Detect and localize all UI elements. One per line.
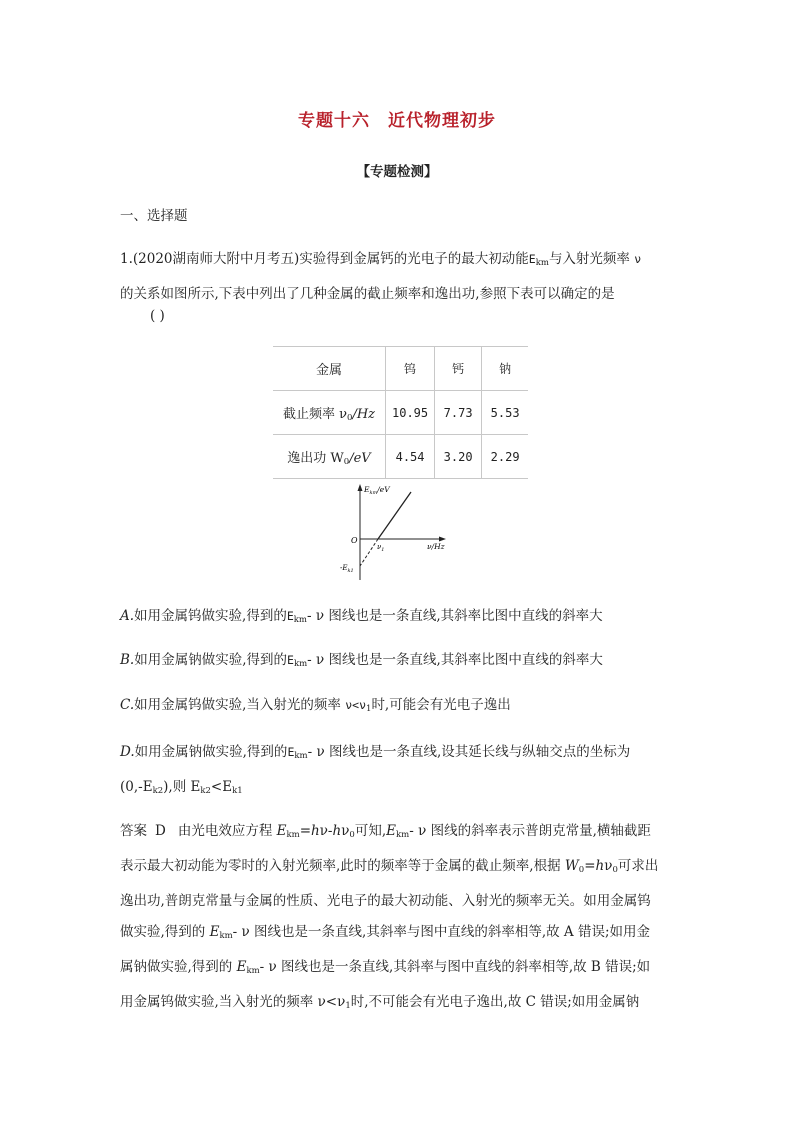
- answer-blank: ( ): [150, 308, 165, 324]
- table-cell: 4.54: [386, 435, 435, 479]
- option-c: C.如用金属钨做实验,当入射光的频率 $\nu<\nu_1$时,可能会有光电子逸出: [120, 697, 511, 714]
- table-cell: 7.73: [435, 391, 482, 435]
- nu1-label: $\nu_1$: [377, 543, 385, 553]
- option-d: D.如用金属钠做实验,得到的$E_{km}-$ ν 图线也是一条直线,设其延长线与纵轴交点的坐标为 $(0,-E_{k2})$,则 $E_{k2}<E_{k1}$: [120, 744, 631, 796]
- y-axis-label: $E_{km}/eV$: [364, 485, 390, 496]
- question-type-heading: 一、选择题: [120, 208, 188, 224]
- question-1-stem: 1.(2020湖南师大附中月考五)实验得到金属钙的光电子的最大初动能$E_{km}$与入射光频率 ν 的关系如图所示,下表中列出了几种金属的截止频率和逸出功,参照下表可以确定的是: [120, 251, 642, 302]
- table-cell: 5.53: [482, 391, 529, 435]
- table-header-cell: 钠: [482, 347, 529, 391]
- graph-line: [378, 492, 411, 539]
- table-header-cell: 金属: [273, 347, 386, 391]
- table-header-cell: 钨: [386, 347, 435, 391]
- metal-table: [273, 346, 528, 479]
- x-axis-label: ν/Hz: [427, 542, 445, 551]
- origin-label: O: [351, 536, 358, 545]
- table-header-row: [273, 347, 528, 391]
- table-row: [273, 435, 528, 479]
- table-cell: 2.29: [482, 435, 529, 479]
- answer-explanation: 答案 D 由光电效应方程 $E_{km}=h\nu-h\nu_0$可知$,E_{km}-$ ν 图线的斜率表示普朗克常量,横轴截距 表示最大初动能为零时的入射光频率,此时的频率等于金属的截止频率,根据 $W_0=h\nu_0$可求出 逸出功,普朗克常量与金属的性质、光电子的最大初动能、入射光的频率无关。如用金属钨 做实验,得到的 $E_{km}-$ ν 图线也是一条直线,其斜率与图中直线的斜率相等,故 A 错误;如用金 属钠做实验,得到的 $E_{km}-$ ν 图线也是一条直线,其斜率与图中直线的斜率相等,故 B 错误;如 用金属钨做实验,当入射光的频率 $\nu<\nu_1$时,不可能会有光电子逸出,故 C 错误;如用金属钠: [120, 823, 659, 1011]
- intercept-label: $-E_{k1}$: [340, 564, 354, 574]
- table-cell: 3.20: [435, 435, 482, 479]
- table-header-cell: 钙: [435, 347, 482, 391]
- x-axis-arrow: [439, 537, 446, 542]
- table-row: [273, 391, 528, 435]
- ek-nu-graph: [338, 482, 468, 582]
- y-axis-arrow: [358, 484, 363, 491]
- option-a: A.如用金属钨做实验,得到的$E_{km}-$ ν 图线也是一条直线,其斜率比图中直线的斜率大: [120, 608, 603, 625]
- table-cell: 10.95: [386, 391, 435, 435]
- page-title: 专题十六 近代物理初步: [298, 111, 496, 131]
- option-b: B.如用金属钠做实验,得到的$E_{km}-$ ν 图线也是一条直线,其斜率比图中直线的斜率大: [120, 652, 603, 669]
- table-row-label: 截止频率 $\nu_0/Hz$: [273, 391, 386, 435]
- graph-extension: [360, 539, 378, 566]
- table-row-label: 逸出功 $W_0/eV$: [273, 435, 386, 479]
- section-heading: 【专题检测】: [356, 164, 438, 180]
